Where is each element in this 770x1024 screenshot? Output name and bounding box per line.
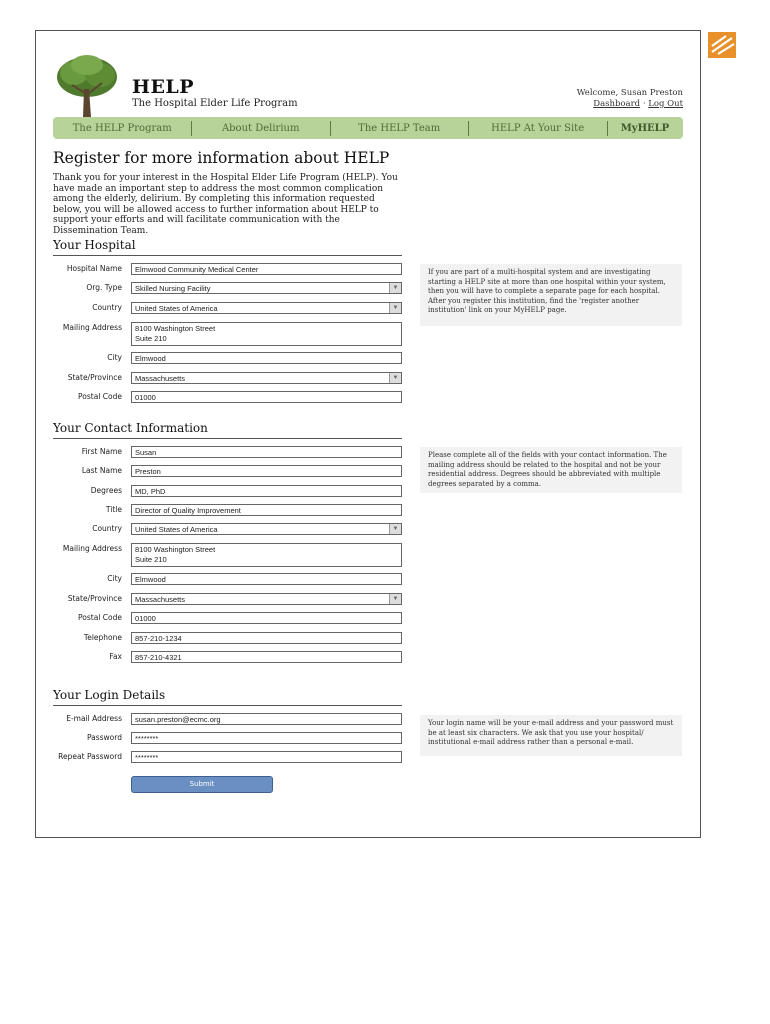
nav-item-myhelp[interactable]: MyHELP [607,123,683,134]
nav-item-help-program[interactable]: The HELP Program [72,122,172,134]
contact-section-title: Your Contact Information [53,421,402,439]
field-label: City [107,353,122,362]
corner-brand-icon [708,32,736,58]
site-subtitle: The Hospital Elder Life Program [132,98,298,109]
title-input[interactable]: Director of Quality Improvement [131,504,402,516]
email-row [36,713,436,727]
telephone-row [36,632,436,646]
field-label: Country [92,303,122,312]
password-row [36,732,436,746]
hospital-section-title: Your Hospital [53,238,402,256]
welcome-text: Welcome, Susan Preston [576,88,683,98]
hospital-postal-row [36,391,436,405]
dropdown-arrow-icon[interactable]: ▼ [389,524,401,534]
select-value: Massachusetts [135,374,186,383]
hospital-name-input[interactable]: Elmwood Community Medical Center [131,263,402,275]
field-label: Title [105,505,122,514]
field-label: Telephone [83,633,122,642]
contact-postal-row [36,612,436,626]
dropdown-arrow-icon[interactable]: ▼ [389,373,401,383]
last-name-row [36,465,436,479]
hospital-note: If you are part of a multi-hospital system and are investigating starting a HELP site at more than one hospital within your system, then you will have to complete a separate page for each hospital. After you register this institution, find the 'register another institution' link on your MyHELP page. [420,264,682,326]
hospital-address-row [36,322,436,343]
first-name-row [36,446,436,460]
field-label: State/Province [67,373,122,382]
dashboard-link[interactable]: Dashboard [593,99,641,109]
contact-country-select[interactable] [131,523,402,535]
logout-link[interactable]: Log Out [648,99,683,109]
repeat-password-row [36,751,436,765]
fax-input[interactable]: 857-210-4321 [131,651,402,663]
first-name-input[interactable]: Susan [131,446,402,458]
hospital-state-select[interactable] [131,372,402,384]
password-input[interactable]: ******** [131,732,402,744]
dropdown-arrow-icon[interactable]: ▼ [389,303,401,313]
select-value: Massachusetts [135,595,186,604]
org-type-select[interactable] [131,282,402,294]
degrees-row [36,485,436,499]
contact-state-row [36,593,436,607]
hospital-country-select[interactable] [131,302,402,314]
field-label: Password [86,733,122,742]
dropdown-arrow-icon[interactable]: ▼ [389,594,401,604]
page-frame [35,30,701,838]
fax-row [36,651,436,665]
last-name-input[interactable]: Preston [131,465,402,477]
field-label: Fax [109,652,122,661]
hospital-city-row [36,352,436,366]
telephone-input[interactable]: 857-210-1234 [131,632,402,644]
field-label: Degrees [90,486,122,495]
hospital-name-row [36,263,436,277]
site-title: HELP [132,76,195,98]
field-label: Repeat Password [58,752,122,761]
field-label: Mailing Address [62,544,122,553]
select-value: Skilled Nursing Facility [135,284,211,293]
field-label: Country [92,524,122,533]
hospital-state-row [36,372,436,386]
intro-text: Thank you for your interest in the Hospital Elder Life Program (HELP). You have made an important step to address the most common complication among the elderly, delirium. By completing this information requested below, you will be allowed access to further information about HELP to support your efforts and will facilitate communication with the Dissemination Team. [53,173,398,236]
select-value: United States of America [135,525,218,534]
field-label: City [107,574,122,583]
nav-item-help-at-your-site[interactable]: HELP At Your Site [468,123,606,134]
contact-address-input[interactable]: 8100 Washington Street Suite 210 [131,543,402,567]
email-input[interactable]: susan.preston@ecmc.org [131,713,402,725]
link-separator: · [642,99,646,109]
field-label: Mailing Address [62,323,122,332]
main-nav [53,117,683,139]
tree-logo-icon [54,53,120,125]
hospital-country-row [36,302,436,316]
degrees-input[interactable]: MD, PhD [131,485,402,497]
nav-item-about-delirium[interactable]: About Delirium [191,123,329,134]
field-label: First Name [81,447,122,456]
hospital-address-input[interactable]: 8100 Washington Street Suite 210 [131,322,402,346]
field-label: Org. Type [86,283,122,292]
dropdown-arrow-icon[interactable]: ▼ [389,283,401,293]
field-label: Postal Code [78,392,122,401]
contact-address-row [36,543,436,564]
hospital-postal-input[interactable]: 01000 [131,391,402,403]
title-row [36,504,436,518]
field-label: Postal Code [78,613,122,622]
contact-city-input[interactable]: Elmwood [131,573,402,585]
account-links [593,99,683,109]
login-section-title: Your Login Details [53,688,402,706]
contact-city-row [36,573,436,587]
contact-country-row [36,523,436,537]
select-value: United States of America [135,304,218,313]
field-label: E-mail Address [66,714,122,723]
contact-state-select[interactable] [131,593,402,605]
contact-note: Please complete all of the fields with your contact information. The mailing address should be related to the hospital and not be your residential address. Degrees should be abbreviated with multiple degrees separated by a comma. [420,447,682,493]
submit-button[interactable]: Submit [131,776,273,793]
contact-postal-input[interactable]: 01000 [131,612,402,624]
field-label: State/Province [67,594,122,603]
field-label: Last Name [81,466,122,475]
repeat-password-input[interactable]: ******** [131,751,402,763]
nav-item-help-team[interactable]: The HELP Team [330,123,468,134]
org-type-row [36,282,436,296]
field-label: Hospital Name [66,264,122,273]
login-note: Your login name will be your e-mail address and your password must be at least six characters. We ask that you use your hospital/ institutional e-mail address rather than a personal e-mail. [420,715,682,756]
page-title: Register for more information about HELP [53,149,390,167]
hospital-city-input[interactable]: Elmwood [131,352,402,364]
